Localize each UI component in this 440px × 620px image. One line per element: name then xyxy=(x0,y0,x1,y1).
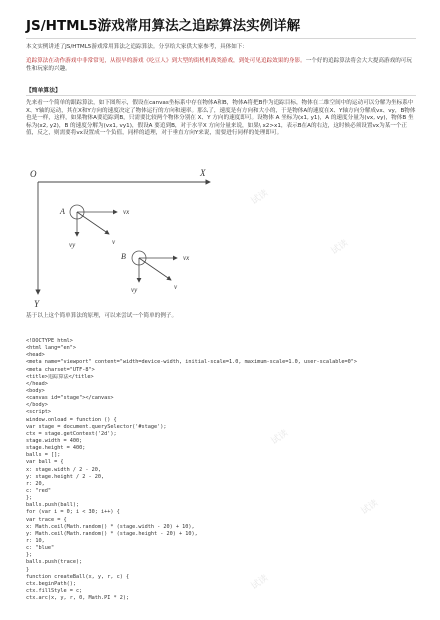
code-line: y: stage.height / 2 - 20, xyxy=(26,473,105,480)
code-line: r: 10, xyxy=(26,537,45,544)
x-axis-label: X xyxy=(200,168,206,178)
code-line: function createBall(x, y, r, c) { xyxy=(26,573,130,580)
code-line: ctx.arc(x, y, r, 0, Math.PI * 2); xyxy=(26,595,130,602)
y-axis-label: Y xyxy=(34,299,40,309)
code-line: }; xyxy=(26,495,33,502)
code-line: balls = []; xyxy=(26,452,61,459)
object-a-vx-label: vx xyxy=(123,208,130,216)
code-line: <html lang="en"> xyxy=(26,345,76,352)
paragraph-1-rest: 一个好的追踪算法将会大大提高游戏的可玩性和玩家的兴趣。 xyxy=(26,58,412,72)
object-b-v-label: v xyxy=(174,283,178,291)
code-line: x: stage.width / 2 - 20, xyxy=(26,466,101,473)
watermark: 试读 xyxy=(329,238,351,257)
code-line: var ball = { xyxy=(26,459,64,466)
code-line: <meta charset="UTF-8"> xyxy=(26,366,95,373)
code-line: stage.width = 400; xyxy=(26,437,83,444)
object-a-v-arrow xyxy=(77,212,109,234)
code-line: <script> xyxy=(26,409,51,416)
object-a-v-label: v xyxy=(112,238,116,246)
code-line: </head> xyxy=(26,380,48,387)
code-line: <head> xyxy=(26,352,45,359)
object-a-vy-label: vy xyxy=(69,241,76,249)
code-line: for (var i = 0; i < 30; i++) { xyxy=(26,509,120,516)
code-line: var trace = { xyxy=(26,516,67,523)
title-divider xyxy=(26,38,416,39)
code-line: c: "blue" xyxy=(26,545,55,552)
code-line: </body> xyxy=(26,402,48,409)
paragraph-1-highlight: 追踪算法在动作游戏中非常常见，从很早的游戏《吃豆人》到大型的街机机战类游戏，到处可见追踪效果的身影。 xyxy=(26,58,306,64)
code-line: <meta name="viewport" content="width=device-width, initial-scale=1.0, maximum-scale=1.0, user-scalable=0"> xyxy=(26,359,358,366)
code-line: balls.push(trace); xyxy=(26,559,83,566)
code-line: }; xyxy=(26,552,33,559)
object-b-vx-label: vx xyxy=(183,254,190,262)
watermark: 试读 xyxy=(269,428,291,447)
code-line: } xyxy=(26,566,30,573)
code-line: x: Math.ceil(Math.random() * (stage.width - 20) + 10), xyxy=(26,523,195,530)
paragraph-2: 先来看一个简单的跟踪算法，如下图所示，假设在canvas坐标系中存在物体A和B，物体A将把B作为追踪目标，物体在二维空间中的运动可以分解为坐标系中X、Y轴的运动，其在X和Y方向的速度决定了物体运行的方向和速率。那么了，速度是有方向和大小的，于是物体A的速度在X、Y轴方向分解成vx、vy，B物体也是一样，这样，如果物体A要追踪到B，只需要比较两个物体分别在 X、Y 方向的速度即可。设物体 A 坐标为(x1, y1)，A 的速度分量为(vx, vy)，物体B 坐标为(x2, y2)，B 的速度分解为(vx1, vy1)，假设A 要追到B，对于水平X 方向分量来说，如果\ x2>x1，表示B在A的右边，这时候必须设置vx为某一个正值，反之，则需要将vx设置成一个负值，同样的道理，对于垂直方向Y来说，需要进行同样的处理即可。 xyxy=(26,100,416,137)
page-title: JS/HTML5游戏常用算法之追踪算法实例详解 xyxy=(26,18,301,34)
code-line: r: 20, xyxy=(26,480,45,487)
paragraph-1 xyxy=(26,58,416,73)
code-line: ctx = stage.getContext('2d'); xyxy=(26,430,117,437)
code-line: c: "red" xyxy=(26,487,51,494)
origin-label: O xyxy=(30,169,37,179)
code-line: var stage = document.querySelector('#stage'); xyxy=(26,423,167,430)
intro-paragraph: 本文实例讲述了JS/HTML5游戏常用算法之追踪算法。分享给大家供大家参考，具体如下： xyxy=(26,44,248,50)
code-line: <body> xyxy=(26,387,45,394)
code-line: ctx.beginPath(); xyxy=(26,580,76,587)
code-line: <title>追踪算法</title> xyxy=(26,373,94,380)
code-listing xyxy=(26,338,416,602)
object-b-vy-label: vy xyxy=(131,286,138,294)
code-line: balls.push(ball); xyxy=(26,502,80,509)
section-heading: 【简单算法】 xyxy=(26,88,61,94)
code-line: stage.height = 400; xyxy=(26,445,86,452)
code-line: ctx.fillStyle = c; xyxy=(26,587,83,594)
paragraph-3: 基于以上这个简单算法的原理，可以来尝试一个简单的例子。 xyxy=(26,313,178,319)
watermark: 试读 xyxy=(359,498,381,517)
object-b-v-arrow xyxy=(139,258,171,280)
section-divider xyxy=(26,95,416,96)
object-b-label: B xyxy=(121,252,126,261)
code-line: <canvas id="stage"></canvas> xyxy=(26,395,114,402)
watermark: 试读 xyxy=(249,188,271,207)
tracking-diagram xyxy=(24,160,214,310)
code-line: window.onload = function () { xyxy=(26,416,117,423)
object-a-label: A xyxy=(60,207,65,216)
code-line: <!DOCTYPE html> xyxy=(26,338,73,344)
watermark: 试读 xyxy=(249,573,271,592)
code-line: y: Math.ceil(Math.random() * (stage.height - 20) + 10), xyxy=(26,530,198,537)
